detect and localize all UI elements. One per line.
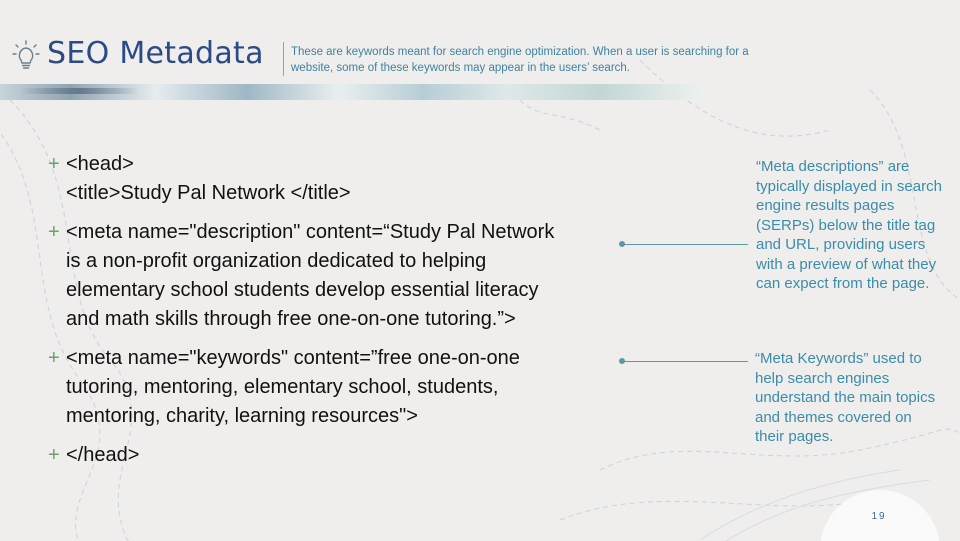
code-line: and math skills through free one-on-one tutoring.”> bbox=[66, 308, 516, 330]
callout-keywords: “Meta Keywords” used to help search engines understand the main topics and themes covered on their pages. bbox=[755, 350, 936, 445]
code-line: <title>Study Pal Network </title> bbox=[66, 182, 351, 204]
page-title: SEO Metadata bbox=[47, 36, 264, 71]
plus-icon: + bbox=[48, 221, 60, 243]
code-line: tutoring, mentoring, elementary school, students, bbox=[66, 376, 499, 398]
code-item-keywords bbox=[48, 344, 618, 431]
code-block bbox=[48, 150, 618, 480]
code-item-head-close bbox=[48, 441, 618, 470]
plus-icon: + bbox=[48, 153, 60, 175]
code-line: </head> bbox=[66, 444, 140, 466]
code-item-head bbox=[48, 150, 618, 208]
callout-line-description bbox=[622, 244, 748, 245]
lightbulb-icon bbox=[11, 39, 41, 71]
code-line: is a non-profit organization dedicated to helping bbox=[66, 250, 487, 272]
banner-streak bbox=[20, 88, 140, 94]
callout-line-keywords bbox=[622, 361, 748, 362]
code-line: <meta name="keywords" content=”free one-on-one bbox=[66, 347, 520, 369]
code-line: elementary school students develop essential literacy bbox=[66, 279, 539, 301]
code-line: <head> bbox=[66, 153, 134, 175]
header-note: These are keywords meant for search engine optimization. When a user is searching for a website, some of these keywords may appear in the users’ search. bbox=[291, 46, 749, 74]
callout-description: “Meta descriptions” are typically displayed in search engine results pages (SERPs) below the title tag and URL, providing users with a preview of what they can expect from the page. bbox=[756, 158, 942, 292]
code-line: <meta name="description" content=“Study Pal Network bbox=[66, 221, 555, 243]
plus-icon: + bbox=[48, 444, 60, 466]
page-number: 19 bbox=[871, 511, 887, 522]
plus-icon: + bbox=[48, 347, 60, 369]
code-line: mentoring, charity, learning resources"> bbox=[66, 405, 418, 427]
header-divider bbox=[283, 42, 284, 76]
code-item-description bbox=[48, 218, 618, 334]
